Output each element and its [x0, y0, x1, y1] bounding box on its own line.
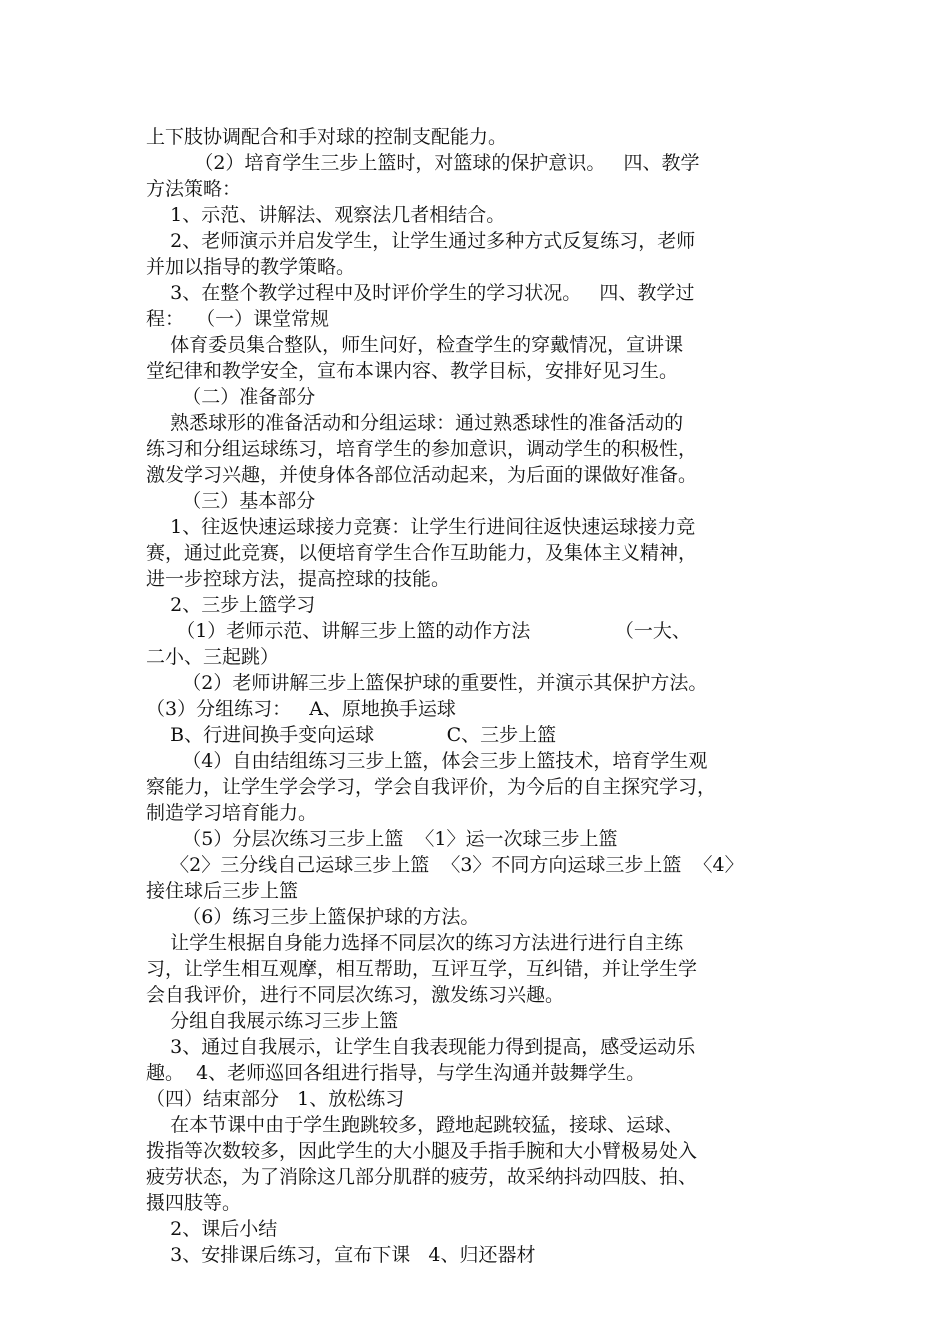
text-line: 趣。 4、老师巡回各组进行指导，与学生沟通并鼓舞学生。	[146, 1062, 646, 1084]
text-line: 堂纪律和教学安全，宣布本课内容、教学目标，安排好见习生。	[146, 360, 679, 382]
text-line: 二小、三起跳）	[146, 646, 280, 668]
text-line: 进一步控球方法，提高控球的技能。	[146, 568, 451, 590]
text-line: 习，让学生相互观摩，相互帮助，互评互学，互纠错，并让学生学	[146, 958, 698, 980]
section-heading: （四）结束部分 1、放松练习	[146, 1088, 405, 1110]
text-line: 方法策略：	[146, 178, 242, 200]
text-line: （4）自由结组练习三步上篮，体会三步上篮技术，培育学生观	[146, 750, 708, 772]
section-heading: （二）准备部分	[146, 386, 316, 408]
text-line: 1、示范、讲解法、观察法几者相结合。	[146, 204, 506, 226]
text-line: 程： （一）课堂常规	[146, 308, 330, 330]
text-line: （1）老师示范、讲解三步上篮的动作方法 （一大、	[146, 620, 691, 642]
text-line: （3）分组练习： A、原地换手运球	[146, 698, 456, 720]
text-line: 上下肢协调配合和手对球的控制支配能力。	[146, 126, 508, 148]
text-line: 2、老师演示并启发学生，让学生通过多种方式反复练习，老师	[146, 230, 696, 252]
text-line: 练习和分组运球练习，培育学生的参加意识，调动学生的积极性，	[146, 438, 698, 460]
text-line: 3、通过自我展示，让学生自我表现能力得到提高，感受运动乐	[146, 1036, 696, 1058]
text-line: 制造学习培育能力。	[146, 802, 318, 824]
section-heading: （三）基本部分	[146, 490, 316, 512]
text-line: 赛，通过此竞赛，以便培育学生合作互助能力，及集体主义精神，	[146, 542, 698, 564]
text-line: 1、往返快速运球接力竞赛：让学生行进间往返快速运球接力竞	[146, 516, 696, 538]
text-line: B、行进间换手变向运球 C、三步上篮	[146, 724, 557, 746]
text-line: 3、安排课后练习，宣布下课 4、归还器材	[146, 1244, 536, 1266]
text-line: 激发学习兴趣，并使身体各部位活动起来，为后面的课做好准备。	[146, 464, 698, 486]
text-line: （2）培育学生三步上篮时，对篮球的保护意识。 四、教学	[146, 152, 700, 174]
text-line: 并加以指导的教学策略。	[146, 256, 356, 278]
text-line: 拨指等次数较多，因此学生的大小腿及手指手腕和大小臂极易处入	[146, 1140, 698, 1162]
text-line: （5）分层次练习三步上篮 〈1〉运一次球三步上篮	[146, 828, 618, 850]
text-line: 察能力，让学生学会学习，学会自我评价，为今后的自主探究学习，	[146, 776, 717, 798]
text-line: 2、三步上篮学习	[146, 594, 316, 616]
text-line: 疲劳状态，为了消除这几部分肌群的疲劳，故采纳抖动四肢、拍、	[146, 1166, 698, 1188]
text-line: 2、课后小结	[146, 1218, 278, 1240]
text-line: 在本节课中由于学生跑跳较多，蹬地起跳较猛，接球、运球、	[146, 1114, 684, 1136]
text-line: 分组自我展示练习三步上篮	[146, 1010, 399, 1032]
text-line: 熟悉球形的准备活动和分组运球：通过熟悉球性的准备活动的	[146, 412, 684, 434]
text-line: 会自我评价，进行不同层次练习，激发练习兴趣。	[146, 984, 565, 1006]
text-line: （2）老师讲解三步上篮保护球的重要性，并演示其保护方法。	[146, 672, 708, 694]
text-line: 摄四肢等。	[146, 1192, 242, 1214]
text-line: 让学生根据自身能力选择不同层次的练习方法进行进行自主练	[146, 932, 684, 954]
text-line: （6）练习三步上篮保护球的方法。	[146, 906, 480, 928]
text-line: 〈2〉三分线自己运球三步上篮 〈3〉不同方向运球三步上篮 〈4〉	[146, 854, 744, 876]
text-line: 接住球后三步上篮	[146, 880, 299, 902]
text-line: 体育委员集合整队，师生问好，检查学生的穿戴情况，宣讲课	[146, 334, 684, 356]
text-line: 3、在整个教学过程中及时评价学生的学习状况。 四、教学过	[146, 282, 695, 304]
